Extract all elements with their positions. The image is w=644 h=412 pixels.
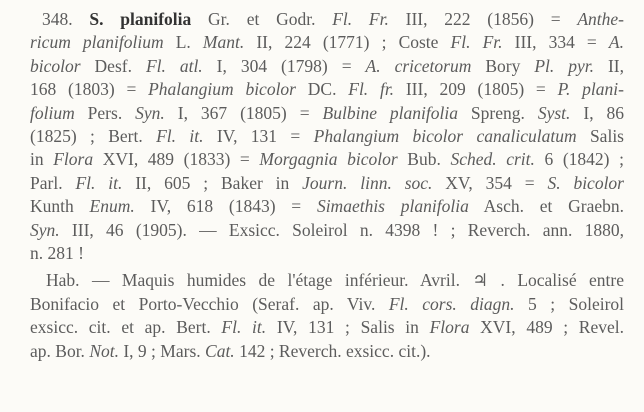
text-segment: n. 281 ! xyxy=(30,243,84,264)
text-segment: III, 222 (1856) = xyxy=(388,9,578,29)
italic-citation: Simaethis planifolia xyxy=(316,196,469,217)
text-segment: 168 (1803) = xyxy=(30,79,149,100)
italic-citation: Fl. it. xyxy=(156,126,204,147)
italic-citation: ricum planifolium xyxy=(30,32,164,53)
italic-citation: A. xyxy=(608,32,624,53)
italic-citation: Fl. cors. diagn. xyxy=(388,293,515,314)
italic-citation: A. cricetorum xyxy=(365,55,472,76)
text-segment: III, 334 = xyxy=(502,32,609,53)
text-segment: (1825) ; Bert. xyxy=(30,126,157,147)
italic-citation: Phalangium bicolor canaliculatum xyxy=(313,126,577,147)
text-segment: Bub. xyxy=(397,149,451,170)
text-segment: 5 ; Soleirol xyxy=(514,293,625,314)
italic-citation: Bulbine planifolia xyxy=(322,102,458,123)
italic-citation: Fl. Fr. xyxy=(332,9,389,29)
italic-citation: folium xyxy=(30,102,75,123)
text-segment: Spreng. xyxy=(457,102,538,123)
italic-citation: Fl. it. xyxy=(221,317,267,338)
entry-number: 348. xyxy=(42,9,73,29)
italic-citation: P. plani- xyxy=(557,79,624,100)
text-segment: Salis xyxy=(576,126,624,147)
entry-line xyxy=(30,102,624,125)
habitat-line xyxy=(30,293,624,316)
entry-line xyxy=(30,55,624,78)
text-segment: IV, 618 (1843) = xyxy=(134,196,317,217)
italic-citation: Fl. it. xyxy=(75,172,123,193)
italic-citation: Mant. xyxy=(202,32,245,53)
text-segment: Parl. xyxy=(30,172,76,193)
italic-citation: Flora xyxy=(429,317,470,338)
text-segment: Bonifacio et Porto-Vecchio (Seraf. ap. Viv. xyxy=(30,293,389,314)
text-segment: Gr. et Godr. xyxy=(191,9,333,29)
text-segment: 6 (1842) ; xyxy=(534,149,624,170)
habitat-line xyxy=(30,340,624,363)
text-segment: III, 46 (1905). — Exsicc. Soleirol n. 4398 ! ; Reverch. ann. 1880, xyxy=(59,219,624,240)
text-segment: II, xyxy=(594,55,625,76)
text-segment: IV, 131 ; Salis in xyxy=(266,317,430,338)
entry-line xyxy=(30,31,624,54)
italic-citation: Sched. crit. xyxy=(450,149,535,170)
italic-citation: Cat. xyxy=(205,340,235,361)
text-segment: IV, 131 = xyxy=(203,126,314,147)
text-segment: XV, 354 = xyxy=(432,172,548,193)
text-segment: Asch. et Graebn. xyxy=(468,196,625,217)
text-segment: in xyxy=(30,149,54,170)
italic-citation: Pl. pyr. xyxy=(534,55,594,76)
species-entry xyxy=(30,8,624,265)
text-segment: L. xyxy=(163,32,203,53)
italic-citation: Anthe- xyxy=(577,9,624,29)
italic-citation: Morgagnia bicolor xyxy=(259,149,398,170)
italic-citation: Fl. Fr. xyxy=(450,32,503,53)
text-segment: Pers. xyxy=(74,102,136,123)
text-segment: Hab. — Maquis humides de l'étage inférieur. Avril. ♃ . Localisé entre xyxy=(46,270,624,291)
italic-citation: Flora xyxy=(53,149,94,170)
italic-citation: Phalangium bicolor xyxy=(148,79,296,100)
text-segment: I, 9 ; Mars. xyxy=(118,340,206,361)
italic-citation: Fl. fr. xyxy=(348,79,395,100)
text-segment: III, 209 (1805) = xyxy=(394,79,558,100)
text-segment: exsicc. cit. et ap. Bert. xyxy=(30,317,222,338)
text-segment: I, 367 (1805) = xyxy=(164,102,323,123)
entry-line xyxy=(30,195,624,218)
italic-citation: Syn. xyxy=(30,219,60,240)
text-segment: I, 86 xyxy=(570,102,625,123)
italic-citation: Not. xyxy=(89,340,119,361)
habitat-line xyxy=(30,316,624,339)
text-segment: DC. xyxy=(296,79,349,100)
entry-line xyxy=(30,148,624,171)
text-segment: Kunth xyxy=(30,196,90,217)
italic-citation: S. bicolor xyxy=(547,172,624,193)
text-segment: II, 605 ; Baker in xyxy=(122,172,303,193)
species-name: S. planifolia xyxy=(89,9,192,29)
habitat-paragraph xyxy=(30,269,624,363)
italic-citation: Syn. xyxy=(135,102,165,123)
entry-line xyxy=(30,242,624,265)
text-segment: ap. Bor. xyxy=(30,340,90,361)
italic-citation: Journ. linn. soc. xyxy=(302,172,433,193)
text-segment: 142 ; Reverch. exsicc. cit.). xyxy=(234,340,431,361)
entry-line xyxy=(30,125,624,148)
text-segment: I, 304 (1798) = xyxy=(202,55,366,76)
italic-citation: Enum. xyxy=(89,196,135,217)
text-segment: II, 224 (1771) ; Coste xyxy=(244,32,451,53)
text-segment: Desf. xyxy=(80,55,146,76)
italic-citation: Fl. atl. xyxy=(145,55,203,76)
entry-line xyxy=(30,219,624,242)
entry-line xyxy=(30,8,624,31)
entry-line xyxy=(30,172,624,195)
italic-citation: Syst. xyxy=(537,102,571,123)
italic-citation: bicolor xyxy=(30,55,81,76)
habitat-line xyxy=(30,269,624,292)
text-segment: XVI, 489 ; Revel. xyxy=(469,317,624,338)
text-segment: XVI, 489 (1833) = xyxy=(93,149,260,170)
entry-line xyxy=(30,78,624,101)
text-segment: Bory xyxy=(471,55,535,76)
